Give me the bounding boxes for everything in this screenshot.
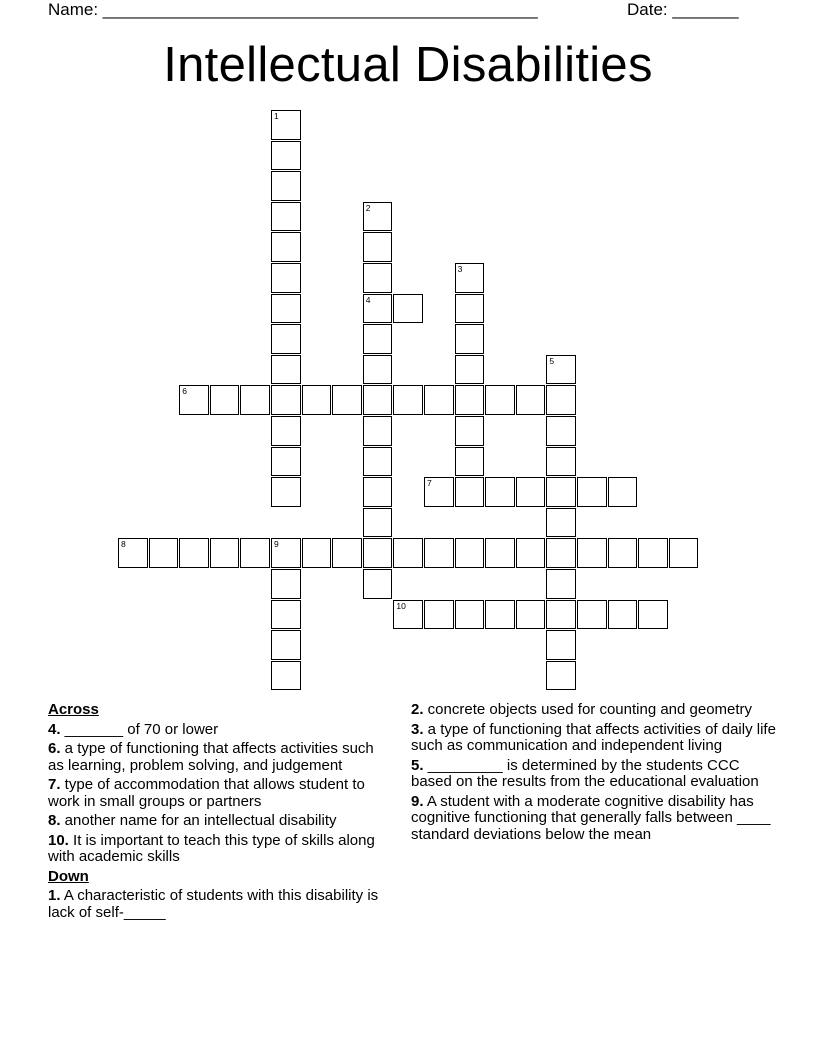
down-heading: Down <box>48 867 89 885</box>
crossword-cell[interactable] <box>363 294 393 324</box>
clue-number: 4. <box>48 720 61 738</box>
crossword-cell[interactable] <box>271 477 301 507</box>
clue-number: 3. <box>411 720 424 738</box>
crossword-cell[interactable] <box>485 477 515 507</box>
crossword-cell[interactable] <box>516 385 546 415</box>
crossword-cell[interactable] <box>302 538 332 568</box>
clue-down-2 <box>411 702 781 719</box>
crossword-cell[interactable] <box>363 538 393 568</box>
crossword-cell[interactable] <box>424 600 454 630</box>
crossword-cell[interactable] <box>271 263 301 293</box>
clue-text: _______ of 70 or lower <box>60 720 219 738</box>
crossword-cell[interactable] <box>546 661 576 691</box>
crossword-cell[interactable] <box>271 355 301 385</box>
crossword-cell[interactable] <box>271 294 301 324</box>
crossword-cell[interactable] <box>302 385 332 415</box>
crossword-cell[interactable] <box>546 600 576 630</box>
clue-across-6 <box>48 741 388 774</box>
cell-number: 5 <box>549 355 555 366</box>
cell-number: 3 <box>457 264 463 274</box>
crossword-cell[interactable] <box>455 477 485 507</box>
crossword-cell[interactable] <box>608 477 638 507</box>
crossword-cell[interactable] <box>577 600 607 630</box>
clue-number: 8. <box>48 812 61 829</box>
crossword-cell[interactable] <box>455 355 485 385</box>
crossword-cell[interactable] <box>393 294 423 324</box>
cell-number: 2 <box>365 202 371 213</box>
crossword-cell[interactable] <box>393 385 423 415</box>
date-field: Date: _______ <box>627 0 739 19</box>
crossword-cell[interactable] <box>271 385 301 415</box>
crossword-cell[interactable] <box>485 600 515 630</box>
crossword-cell[interactable] <box>485 385 515 415</box>
cell-number: 7 <box>427 478 432 489</box>
crossword-cell[interactable] <box>516 477 546 507</box>
crossword-cell[interactable] <box>271 416 301 446</box>
crossword-cell[interactable] <box>455 294 485 324</box>
clue-across-7 <box>48 777 388 810</box>
clue-number: 6. <box>48 740 61 757</box>
cell-number: 4 <box>365 294 371 305</box>
crossword-cell[interactable] <box>271 630 301 660</box>
across-heading: Across <box>48 701 99 718</box>
crossword-cell[interactable] <box>455 600 485 630</box>
clue-across-10 <box>48 833 388 866</box>
clues-column-left <box>48 702 388 924</box>
crossword-cell[interactable] <box>455 416 485 446</box>
crossword-cell[interactable] <box>516 538 546 568</box>
crossword-cell[interactable] <box>485 538 515 568</box>
clue-text: a type of functioning that affects activities such as learning, problem solving, and judgement <box>48 740 374 774</box>
clue-down-9 <box>411 794 781 844</box>
crossword-cell[interactable] <box>546 355 576 385</box>
crossword-cell[interactable] <box>363 477 393 507</box>
crossword-cell[interactable] <box>271 141 301 171</box>
crossword-cell[interactable] <box>577 538 607 568</box>
crossword-cell[interactable] <box>210 538 240 568</box>
crossword-cell[interactable] <box>424 538 454 568</box>
crossword-cell[interactable] <box>455 385 485 415</box>
crossword-cell[interactable] <box>363 324 393 354</box>
crossword-cell[interactable] <box>271 538 301 568</box>
crossword-cell[interactable] <box>669 538 699 568</box>
crossword-cell[interactable] <box>393 538 423 568</box>
clue-number: 1. <box>48 887 61 904</box>
cell-number: 1 <box>274 111 279 121</box>
crossword-cell[interactable] <box>271 661 301 691</box>
crossword-cell[interactable] <box>179 538 209 568</box>
clue-text: _________ is determined by the students CCC based on the results from the educational evaluation <box>411 756 759 790</box>
crossword-cell[interactable] <box>363 447 393 477</box>
crossword-cell[interactable] <box>240 538 270 568</box>
clue-text: A student with a moderate cognitive disability has cognitive functioning that generally falls between ____ standard deviations below the mean <box>411 792 771 843</box>
crossword-cell[interactable] <box>271 324 301 354</box>
crossword-cell[interactable] <box>546 447 576 477</box>
crossword-cell[interactable] <box>577 477 607 507</box>
clue-number: 7. <box>48 776 61 793</box>
clue-text: a type of functioning that affects activities of daily life such as communication and independent living <box>411 720 776 754</box>
crossword-cell[interactable] <box>332 538 362 568</box>
cell-number: 6 <box>182 386 187 397</box>
crossword-cell[interactable] <box>546 385 576 415</box>
crossword-cell[interactable] <box>271 447 301 477</box>
crossword-cell[interactable] <box>546 538 576 568</box>
clue-text: type of accommodation that allows student to work in small groups or partners <box>48 776 365 810</box>
clue-across-4 <box>48 722 388 739</box>
cell-number: 10 <box>396 600 406 611</box>
crossword-cell[interactable] <box>363 569 393 599</box>
crossword-cell[interactable] <box>149 538 179 568</box>
crossword-cell[interactable] <box>546 569 576 599</box>
crossword-cell[interactable] <box>363 202 393 232</box>
crossword-cell[interactable] <box>179 385 209 415</box>
crossword-cell[interactable] <box>424 385 454 415</box>
clue-number: 5. <box>411 756 424 774</box>
crossword-cell[interactable] <box>393 600 423 630</box>
crossword-cell[interactable] <box>363 232 393 262</box>
crossword-cell[interactable] <box>546 508 576 538</box>
crossword-cell[interactable] <box>638 538 668 568</box>
crossword-cell[interactable] <box>363 263 393 293</box>
crossword-cell[interactable] <box>455 447 485 477</box>
crossword-cell[interactable] <box>240 385 270 415</box>
crossword-cell[interactable] <box>546 416 576 446</box>
crossword-cell[interactable] <box>455 538 485 568</box>
cell-number: 9 <box>274 539 279 550</box>
crossword-cell[interactable] <box>271 569 301 599</box>
puzzle-title: Intellectual Disabilities <box>163 38 653 92</box>
crossword-cell[interactable] <box>363 355 393 385</box>
clue-text: It is important to teach this type of skills along with academic skills <box>48 831 375 865</box>
crossword-cell[interactable] <box>271 171 301 201</box>
name-field: Name: ______________________________________________ <box>48 0 538 19</box>
crossword-cell[interactable] <box>546 630 576 660</box>
crossword-cell[interactable] <box>608 538 638 568</box>
crossword-cell[interactable] <box>546 477 576 507</box>
crossword-cell[interactable] <box>271 600 301 630</box>
clue-text: concrete objects used for counting and geometry <box>423 701 753 718</box>
clues-column-right <box>411 702 781 846</box>
clue-number: 10. <box>48 831 69 849</box>
crossword-cell[interactable] <box>455 263 485 293</box>
crossword-cell[interactable] <box>363 508 393 538</box>
clue-across-8 <box>48 813 388 830</box>
clue-down-1 <box>48 888 388 921</box>
clue-text: another name for an intellectual disability <box>60 812 337 829</box>
crossword-cell[interactable] <box>118 538 148 568</box>
crossword-cell[interactable] <box>516 600 546 630</box>
crossword-cell[interactable] <box>271 232 301 262</box>
crossword-cell[interactable] <box>424 477 454 507</box>
cell-number: 8 <box>121 539 126 550</box>
clue-down-3 <box>411 722 781 755</box>
clue-number: 9. <box>411 792 424 810</box>
crossword-cell[interactable] <box>332 385 362 415</box>
crossword-cell[interactable] <box>210 385 240 415</box>
crossword-cell[interactable] <box>608 600 638 630</box>
crossword-cell[interactable] <box>271 202 301 232</box>
clue-text: A characteristic of students with this disability is lack of self-_____ <box>48 887 379 921</box>
crossword-cell[interactable] <box>363 416 393 446</box>
clue-number: 2. <box>411 701 424 718</box>
crossword-cell[interactable] <box>271 110 301 140</box>
crossword-cell[interactable] <box>638 600 668 630</box>
crossword-cell[interactable] <box>455 324 485 354</box>
crossword-cell[interactable] <box>363 385 393 415</box>
clue-down-5 <box>411 758 781 791</box>
